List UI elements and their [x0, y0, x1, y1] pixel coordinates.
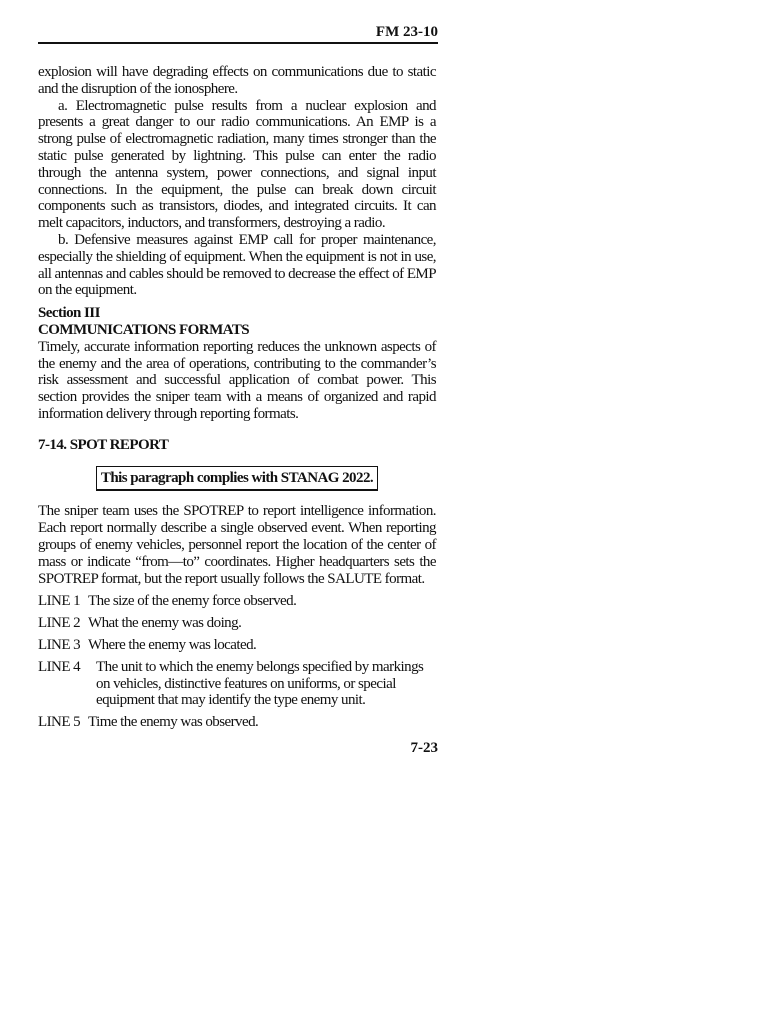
salute-lines: [38, 593, 436, 731]
salute-line: [38, 615, 436, 632]
line-text: Time the enemy was observed.: [88, 714, 259, 731]
stanag-notice: This paragraph complies with STANAG 2022.: [96, 466, 378, 492]
page-number: 7-23: [410, 740, 438, 756]
spotrep-body: The sniper team uses the SPOTREP to report intelligence information. Each report normally describe a single observed event. When reporting groups of enemy vehicles, personnel report the location of the center of mass or indicate “from—to” coordinates. Higher headquarters sets the SPOTREP format, but the report usually follows the SALUTE format.: [38, 503, 436, 587]
line-text: What the enemy was doing.: [88, 615, 242, 632]
line-label: LINE 5: [38, 714, 81, 731]
line-label: LINE 2: [38, 615, 81, 632]
page-body: [38, 64, 436, 731]
line-label: LINE 1: [38, 593, 81, 610]
salute-line: [38, 714, 436, 731]
section-number: Section III: [38, 305, 100, 322]
line-text: The size of the enemy force observed.: [88, 593, 297, 610]
salute-line: [38, 593, 436, 610]
line-label: LINE 3: [38, 636, 81, 653]
header-rule: [38, 42, 438, 44]
salute-line: [38, 637, 436, 654]
document-id-header: FM 23-10: [375, 24, 438, 40]
paragraph-heading: 7-14. SPOT REPORT: [38, 436, 169, 453]
section-intro: Timely, accurate information reporting reduces the unknown aspects of the enemy and the area of operations, contributing to the commander’s risk assessment and successful application of combat power. This section provides the sniper team with a means of organized and rapid information delivery through reporting formats.: [38, 338, 436, 422]
paragraph-a: a. Electromagnetic pulse results from a nuclear explosion and presents a great danger to our radio communications. An EMP is a strong pulse of electromagnetic radiation, many times stronger than the static pulse generated by lightning. This pulse can enter the radio through the antenna system, power connections, and signal input connections. In the equipment, the pulse can break down circuit components such as transistors, diodes, and integrated circuits. It can melt capacitors, inductors, and transformers, destroying a radio.: [38, 97, 436, 232]
line-text: Where the enemy was located.: [88, 636, 257, 653]
line-label: LINE 4: [38, 658, 81, 675]
continuation-paragraph: explosion will have degrading effects on communications due to static and the disruption of the ionosphere.: [38, 64, 436, 97]
section-title: COMMUNICATIONS FORMATS: [38, 321, 250, 338]
salute-line: [38, 659, 436, 709]
stanag-notice-wrap: [38, 466, 436, 492]
paragraph-b: b. Defensive measures against EMP call for proper maintenance, especially the shielding of equipment. When the equipment is not in use, all antennas and cables should be removed to decrease the effect of EMP on the equipment.: [38, 231, 437, 299]
line-text: The unit to which the enemy belongs specified by markings on vehicles, distinctive features on uniforms, or special equipment that may identify the type enemy unit.: [96, 658, 424, 709]
